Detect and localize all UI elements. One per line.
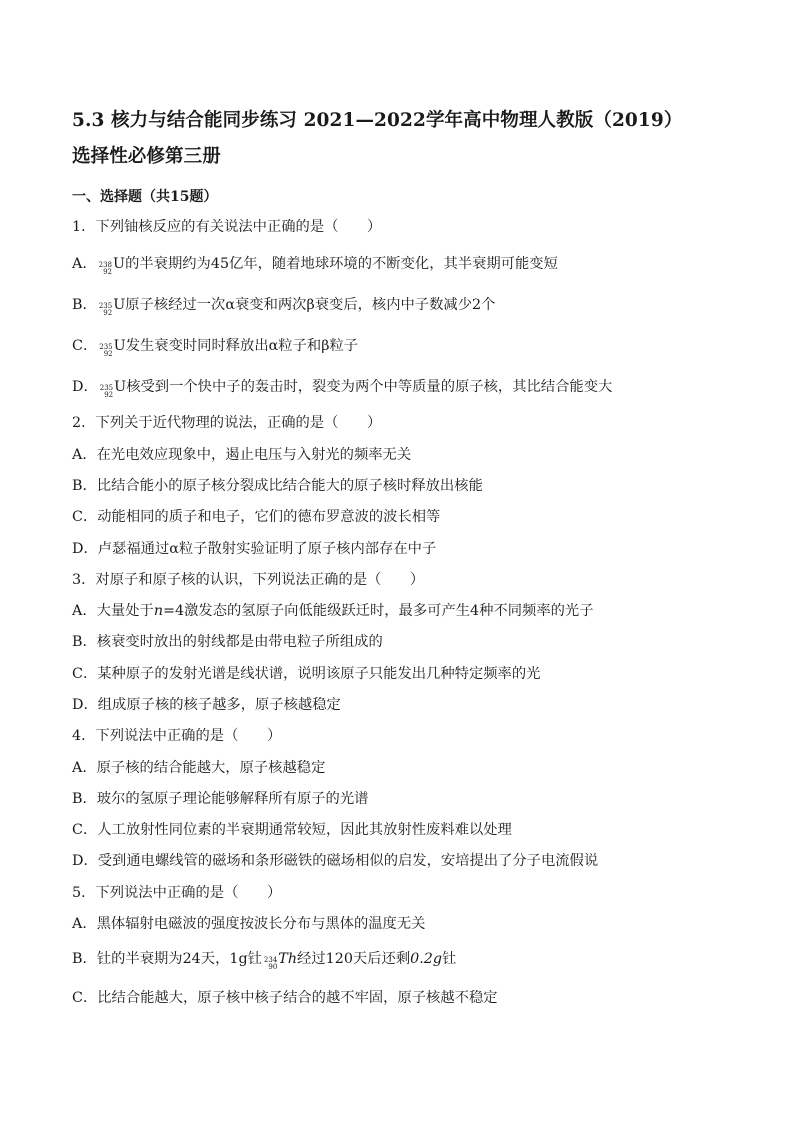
q1-stem: 1．下列铀核反应的有关说法中正确的是（ ） [72,219,382,235]
option-text: =4激发态的氢原子向低能级跃迁时，最多可产生4种不同频率的光子 [163,603,594,619]
q3-option-a [72,602,594,620]
option-text: 的半衰期约为45亿年，随着地球环境的不断变化，其半衰期可能变短 [125,256,558,272]
option-label: A．大量处于 [72,603,154,619]
element-symbol: U [113,256,126,272]
nuclide-u235 [99,296,125,317]
nuclide-u238 [99,255,125,276]
section-heading: 一、选择题（共15题） [72,189,218,205]
option-text: 原子核经过一次α衰变和两次β衰变后，核内中子数减少2个 [125,297,496,313]
element-symbol: U [113,338,126,354]
mass-number: 235 [99,343,113,351]
q2-option-b: B．比结合能小的原子核分裂成比结合能大的原子核时释放出核能 [72,478,483,494]
q1-option-c [72,337,358,358]
q4-option-b: B．玻尔的氢原子理论能够解释所有原子的光谱 [72,791,369,807]
q1-option-d [72,378,612,399]
mass-number: 234 [263,956,278,964]
document-title [72,103,732,175]
q1-option-a [72,255,558,276]
atomic-number: 92 [103,268,112,276]
element-symbol: Th [278,951,298,967]
q4-option-c: C．人工放射性同位素的半衰期通常较短，因此其放射性废料难以处理 [72,822,512,838]
q3-stem: 3．对原子和原子核的认识，下列说法正确的是（ ） [72,572,425,588]
q5-option-c: C．比结合能越大，原子核中核子结合的越不牢固，原子核越不稳定 [72,990,498,1006]
atomic-number: 92 [103,309,113,317]
nuclide-u235 [100,378,126,399]
nuclide-u235 [99,337,125,358]
q2-option-d: D．卢瑟福通过α粒子散射实验证明了原子核内部存在中子 [72,541,437,557]
q3-option-c: C．某种原子的发射光谱是线状谱，说明该原子只能发出几种特定频率的光 [72,666,541,682]
q2-option-a: A．在光电效应现象中，遏止电压与入射光的频率无关 [72,447,412,463]
option-label: D． [72,379,98,395]
q5-option-a: A．黑体辐射电磁波的强度按波长分布与黑体的温度无关 [72,916,426,932]
q2-option-c: C．动能相同的质子和电子，它们的德布罗意波的波长相等 [72,509,441,525]
atomic-number: 92 [104,391,114,399]
atomic-number: 92 [103,350,113,358]
mass-number: 238 [98,261,112,269]
nuclide-th234 [264,950,297,971]
mass-value: 0.2g [410,951,443,967]
element-symbol: U [114,379,127,395]
variable-n: n [153,603,164,619]
q4-option-d: D．受到通电螺线管的磁场和条形磁铁的磁场相似的启发，安培提出了分子电流假说 [72,853,599,869]
option-label: B． [72,297,97,313]
option-text-pre: B．钍的半衰期为24天，1g钍 [72,951,262,967]
mass-number: 235 [99,384,114,392]
option-label: A． [72,256,97,272]
q2-stem: 2．下列关于近代物理的说法，正确的是（ ） [72,415,382,431]
q3-option-b: B．核衰变时放出的射线都是由带电粒子所组成的 [72,634,383,650]
q3-option-d: D．组成原子核的核子越多，原子核越稳定 [72,697,341,713]
q5-stem: 5．下列说法中正确的是（ ） [72,885,282,901]
q1-option-b [72,296,495,317]
q4-stem: 4．下列说法中正确的是（ ） [72,728,282,744]
option-text: 核受到一个快中子的轰击时，裂变为两个中等质量的原子核，其比结合能变大 [126,379,613,395]
title-line-1: 5.3 核力与结合能同步练习 2021—2022学年高中物理人教版（2019） [72,110,683,131]
option-text-mid: 经过120天后还剩 [297,951,411,967]
mass-number: 235 [98,302,113,310]
atomic-number: 90 [268,963,278,971]
title-line-2: 选择性必修第三册 [72,146,221,167]
q4-option-a: A．原子核的结合能越大，原子核越稳定 [72,760,326,776]
q5-option-b [72,950,456,971]
option-text: 发生衰变时同时释放出α粒子和β粒子 [125,338,359,354]
option-label: C． [72,338,98,354]
option-text-post: 钍 [442,951,457,967]
element-symbol: U [113,297,126,313]
